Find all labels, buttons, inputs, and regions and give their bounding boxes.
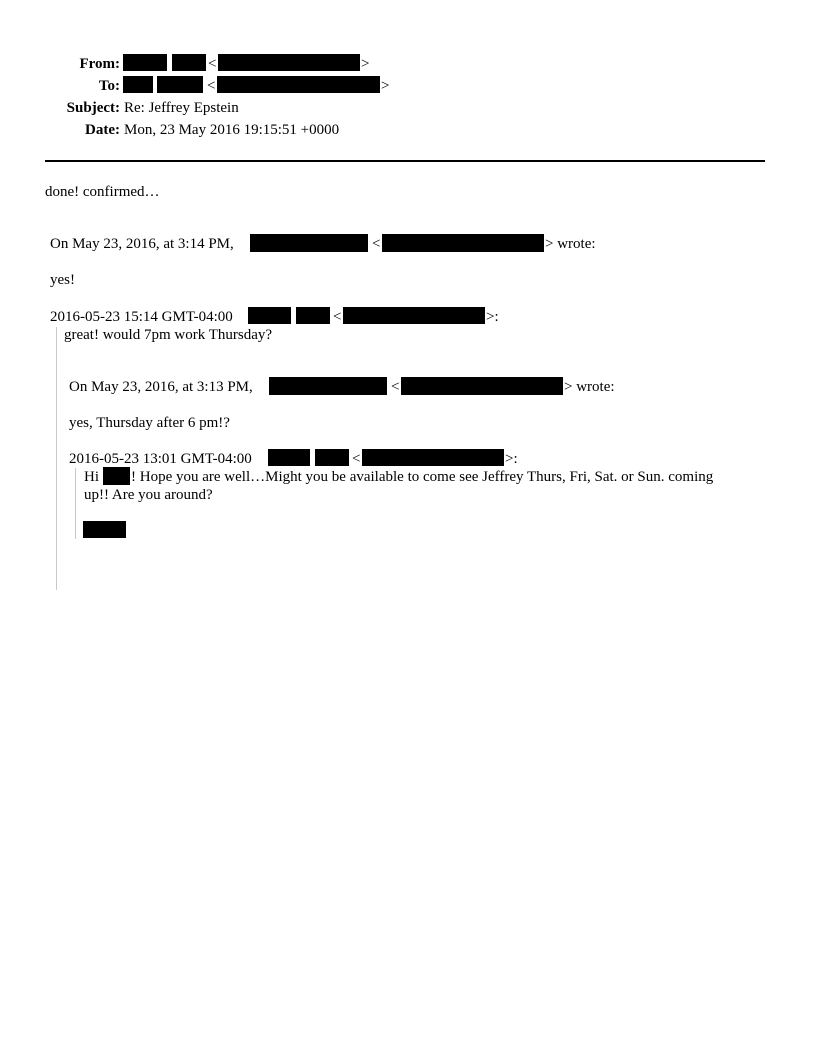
redacted-to-first-name — [123, 76, 153, 93]
redacted-quote3-name — [269, 377, 387, 395]
redacted-quote4-recipient-name — [103, 467, 130, 485]
quote3-text: yes, Thursday after 6 pm!? — [69, 415, 230, 431]
quote3-attribution-post: > wrote: — [564, 379, 615, 395]
quote4-line2: up!! Are you around? — [84, 487, 213, 503]
quote3-attribution-pre: On May 23, 2016, at 3:13 PM, — [69, 379, 253, 395]
quote4-gt: >: — [505, 451, 518, 467]
from-lt: < — [208, 56, 217, 72]
redacted-quote2-last-name — [296, 307, 330, 324]
quote1-lt: < — [372, 236, 381, 252]
redacted-quote2-first-name — [248, 307, 291, 324]
from-gt: > — [361, 56, 370, 72]
quote2-lt: < — [333, 309, 342, 325]
redacted-quote4-last-name — [315, 449, 349, 466]
header-divider — [45, 160, 765, 162]
to-gt: > — [381, 78, 390, 94]
quote1-attribution-post: > wrote: — [545, 236, 596, 252]
redacted-quote1-email — [382, 234, 544, 252]
quote4-hi: Hi — [84, 469, 99, 485]
redacted-from-first-name — [123, 54, 167, 71]
subject-value: Re: Jeffrey Epstein — [124, 100, 239, 116]
redacted-quote1-name — [250, 234, 368, 252]
date-label: Date: — [85, 122, 120, 138]
quote1-attribution-pre: On May 23, 2016, at 3:14 PM, — [50, 236, 234, 252]
redacted-signature — [83, 521, 126, 538]
from-label: From: — [79, 56, 120, 72]
redacted-from-email — [218, 54, 360, 71]
quote3-lt: < — [391, 379, 400, 395]
redacted-quote4-first-name — [268, 449, 310, 466]
quote4-line1: ! Hope you are well…Might you be available to come see Jeffrey Thurs, Fri, Sat. or Sun. coming — [131, 469, 714, 485]
quote2-text: great! would 7pm work Thursday? — [64, 327, 273, 343]
date-value: Mon, 23 May 2016 19:15:51 +0000 — [124, 122, 340, 138]
redacted-from-last-name — [172, 54, 206, 71]
redacted-to-last-name — [157, 76, 203, 93]
quote-bar-level-2 — [56, 327, 57, 590]
redacted-quote4-email — [362, 449, 504, 466]
reply-text: done! confirmed… — [45, 184, 160, 200]
quote4-lt: < — [352, 451, 361, 467]
subject-label: Subject: — [66, 100, 120, 116]
to-label: To: — [98, 78, 120, 94]
redacted-to-email — [217, 76, 380, 93]
quote1-text: yes! — [50, 272, 75, 288]
quote2-gt: >: — [486, 309, 499, 325]
quote-bar-level-4 — [75, 468, 76, 539]
redacted-quote3-email — [401, 377, 563, 395]
quote2-header-date: 2016-05-23 15:14 GMT-04:00 — [50, 309, 233, 325]
quote4-header-date: 2016-05-23 13:01 GMT-04:00 — [69, 451, 252, 467]
redacted-quote2-email — [343, 307, 485, 324]
to-lt: < — [207, 78, 216, 94]
